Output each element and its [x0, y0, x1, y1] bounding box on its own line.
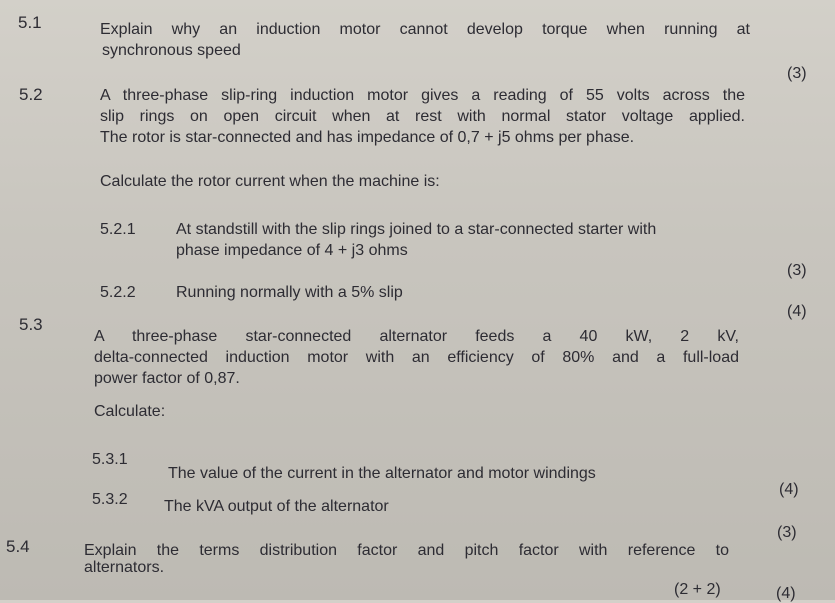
- question-5-3-line-2: delta-connected induction motor with an efficiency of 80% and a full-load: [94, 349, 739, 366]
- question-5-4-sub-marks: (2 + 2): [674, 581, 721, 598]
- question-5-2-prompt: Calculate the rotor current when the machine is:: [100, 173, 440, 190]
- question-5-3-line-3: power factor of 0,87.: [94, 370, 240, 387]
- question-5-4-line-1: Explain the terms distribution factor and pitch factor with reference to: [84, 542, 729, 559]
- question-5-3-number: 5.3: [19, 315, 43, 334]
- question-5-3-2-text: The kVA output of the alternator: [164, 498, 389, 515]
- question-5-1-line-2: synchronous speed: [102, 42, 241, 59]
- question-5-2-line-2: slip rings on open circuit when at rest with normal stator voltage applied.: [100, 108, 745, 125]
- question-5-1-marks: (3): [787, 65, 807, 82]
- question-5-2-1-line-2: phase impedance of 4 + j3 ohms: [176, 242, 408, 259]
- question-5-2-1-number: 5.2.1: [100, 221, 136, 238]
- question-5-2-2-number: 5.2.2: [100, 284, 136, 301]
- question-5-3-1-marks: (4): [779, 481, 799, 498]
- question-5-3-2-number: 5.3.2: [92, 491, 128, 508]
- question-5-3-1-number: 5.3.1: [92, 451, 128, 468]
- question-5-2-1-line-1: At standstill with the slip rings joined to a star-connected starter with: [176, 221, 657, 238]
- question-5-1-line-1: Explain why an induction motor cannot develop torque when running at: [100, 21, 750, 38]
- question-5-4-line-2: alternators.: [84, 559, 165, 576]
- question-5-3-1-text: The value of the current in the alternator and motor windings: [168, 465, 596, 482]
- question-5-4-number: 5.4: [6, 537, 30, 556]
- question-5-3-2-marks: (3): [777, 524, 797, 541]
- question-5-2-number: 5.2: [19, 85, 43, 104]
- question-5-2-1-marks: (3): [787, 262, 807, 279]
- question-5-2-2-text: Running normally with a 5% slip: [176, 284, 403, 301]
- question-5-3-line-1: A three-phase star-connected alternator feeds a 40 kW, 2 kV,: [94, 328, 739, 345]
- question-5-1-number: 5.1: [18, 13, 42, 32]
- question-5-4-marks: (4): [776, 585, 796, 602]
- question-5-3-prompt: Calculate:: [94, 403, 166, 420]
- question-5-2-line-1: A three-phase slip-ring induction motor gives a reading of 55 volts across the: [100, 87, 745, 104]
- question-5-2-2-marks: (4): [787, 303, 807, 320]
- question-5-2-line-3: The rotor is star-connected and has impedance of 0,7 + j5 ohms per phase.: [100, 129, 635, 146]
